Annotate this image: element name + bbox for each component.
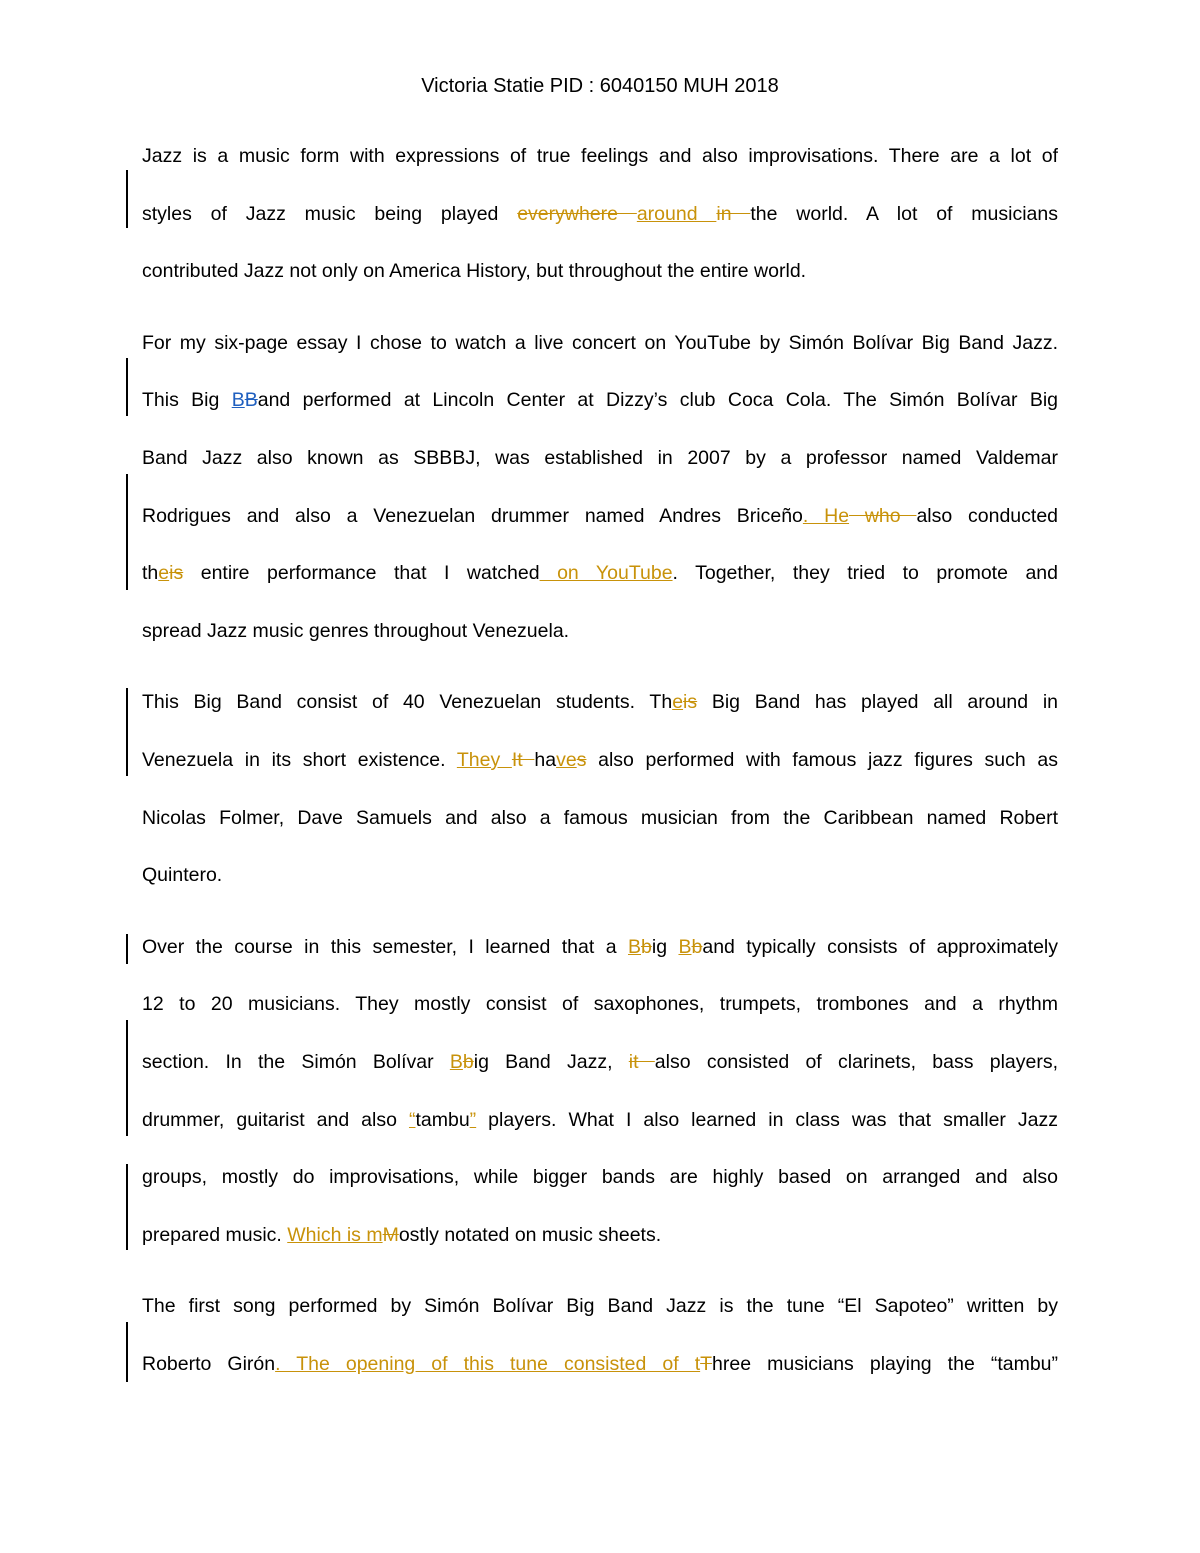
text-line: Jazz is a music form with expressions of true feelings and also improvisations. There are a lot of <box>142 145 1058 167</box>
inserted-text: ” <box>469 1108 477 1131</box>
paragraph-4 <box>142 919 1058 1265</box>
deleted-text: b <box>462 1050 474 1073</box>
paragraph-5 <box>142 1278 1058 1393</box>
paragraph-1 <box>142 128 1058 301</box>
inserted-text: B <box>231 389 245 412</box>
inserted-text: on YouTube <box>539 562 673 585</box>
deleted-text: is <box>683 691 698 714</box>
deleted-text: b <box>641 935 652 958</box>
text-line: contributed Jazz not only on America History, but throughout the entire world. <box>142 260 807 283</box>
inserted-text: Which is m <box>287 1223 383 1246</box>
text-run: This Big <box>142 389 232 412</box>
deleted-text: is <box>169 562 184 585</box>
text-line: Quintero. <box>142 864 223 887</box>
text-line: Nicolas Folmer, Dave Samuels and also a famous musician from the Caribbean named Robert <box>142 806 1058 829</box>
text-run: hree musicians playing the “tambu” <box>712 1352 1058 1375</box>
text-run: entire performance that I watched <box>183 562 540 585</box>
text-line: For my six-page essay I chose to watch a live concert on YouTube by Simón Bolívar Big Band Jazz. <box>142 331 1058 354</box>
inserted-text: They <box>456 748 512 771</box>
text-run: and performed at Lincoln Center at Dizzy’s club Coca Cola. The Simón Bolívar Big <box>257 389 1058 412</box>
change-bar <box>126 1164 128 1250</box>
text-line <box>142 186 1058 244</box>
document-body <box>142 128 1058 1407</box>
inserted-text: B <box>678 935 692 958</box>
text-line <box>142 674 1058 732</box>
text-line <box>142 545 1058 603</box>
text-line <box>142 1034 1058 1092</box>
text-line <box>142 488 1058 546</box>
change-bar <box>126 1020 128 1136</box>
change-bar <box>126 934 128 964</box>
deleted-text: b <box>691 935 703 958</box>
text-line: The first song performed by Simón Bolívar Big Band Jazz is the tune “El Sapoteo” written by <box>142 1295 1058 1318</box>
paragraph-3 <box>142 674 1058 904</box>
text-run: Rodrigues and also a Venezuelan drummer named Andres Briceño <box>142 504 803 527</box>
text-run: . Together, they tried to promote and <box>672 562 1058 585</box>
text-run: ig Band Jazz, <box>473 1050 629 1073</box>
deleted-text: everywhere <box>517 202 637 225</box>
text-line: groups, mostly do improvisations, while bigger bands are highly based on arranged and also <box>142 1166 1058 1189</box>
text-run: also consisted of clarinets, bass players, <box>654 1050 1058 1073</box>
text-line: 12 to 20 musicians. They mostly consist of saxophones, trumpets, trombones and a rhythm <box>142 993 1058 1016</box>
inserted-text: B <box>627 935 641 958</box>
inserted-text: e <box>672 691 684 714</box>
text-line: Band Jazz also known as SBBBJ, was established in 2007 by a professor named Valdemar <box>142 446 1058 469</box>
text-run: ig <box>651 935 679 958</box>
text-run: also conducted <box>916 504 1058 527</box>
text-run: Big Band has played all around in <box>697 691 1058 714</box>
text-line <box>142 919 1058 977</box>
change-bar <box>126 170 128 228</box>
text-run: styles of Jazz music being played <box>142 202 518 225</box>
inserted-text: B <box>449 1050 463 1073</box>
inserted-text: ve <box>556 748 577 771</box>
text-line <box>142 1336 1058 1394</box>
text-line: spread Jazz music genres throughout Venezuela. <box>142 619 570 642</box>
text-run: ha <box>534 748 557 771</box>
deleted-text: M <box>382 1223 399 1246</box>
text-run: section. In the Simón Bolívar <box>142 1050 450 1073</box>
inserted-text: . The opening of this tune consisted of t <box>275 1352 701 1375</box>
text-run: the world. A lot of musicians <box>750 202 1058 225</box>
text-line <box>142 1207 1058 1265</box>
text-run: drummer, guitarist and also <box>142 1108 409 1131</box>
text-line <box>142 1092 1058 1150</box>
change-bar <box>126 474 128 590</box>
deleted-text: it <box>628 1050 655 1073</box>
change-bar <box>126 1322 128 1382</box>
text-run: Roberto Girón <box>142 1352 276 1375</box>
inserted-text: e <box>158 562 170 585</box>
change-bar <box>126 688 128 776</box>
deleted-text: who <box>849 504 917 527</box>
deleted-text: in <box>716 202 751 225</box>
document-header: Victoria Statie PID : 6040150 MUH 2018 <box>421 75 779 97</box>
text-run: Over the course in this semester, I learned that a <box>142 935 628 958</box>
deleted-text: It <box>511 748 535 771</box>
text-line <box>142 372 1058 430</box>
text-run: Venezuela in its short existence. <box>142 748 457 771</box>
text-run: also performed with famous jazz figures such as <box>586 748 1058 771</box>
inserted-text: . He <box>802 504 850 527</box>
text-run: prepared music. <box>142 1223 288 1246</box>
inserted-text: around <box>636 202 717 225</box>
inserted-text: “ <box>408 1108 416 1131</box>
text-line <box>142 732 1058 790</box>
deleted-text: B <box>244 389 258 412</box>
deleted-text: T <box>700 1352 713 1375</box>
deleted-text: s <box>576 748 587 771</box>
text-run: players. What I also learned in class was that smaller Jazz <box>476 1108 1058 1131</box>
paragraph-2 <box>142 315 1058 661</box>
text-run: th <box>142 562 159 585</box>
text-run: tambu <box>415 1108 470 1131</box>
text-run: ostly notated on music sheets. <box>398 1223 662 1246</box>
text-run: and typically consists of approximately <box>702 935 1058 958</box>
text-run: This Big Band consist of 40 Venezuelan students. Th <box>142 691 673 714</box>
change-bar <box>126 358 128 416</box>
